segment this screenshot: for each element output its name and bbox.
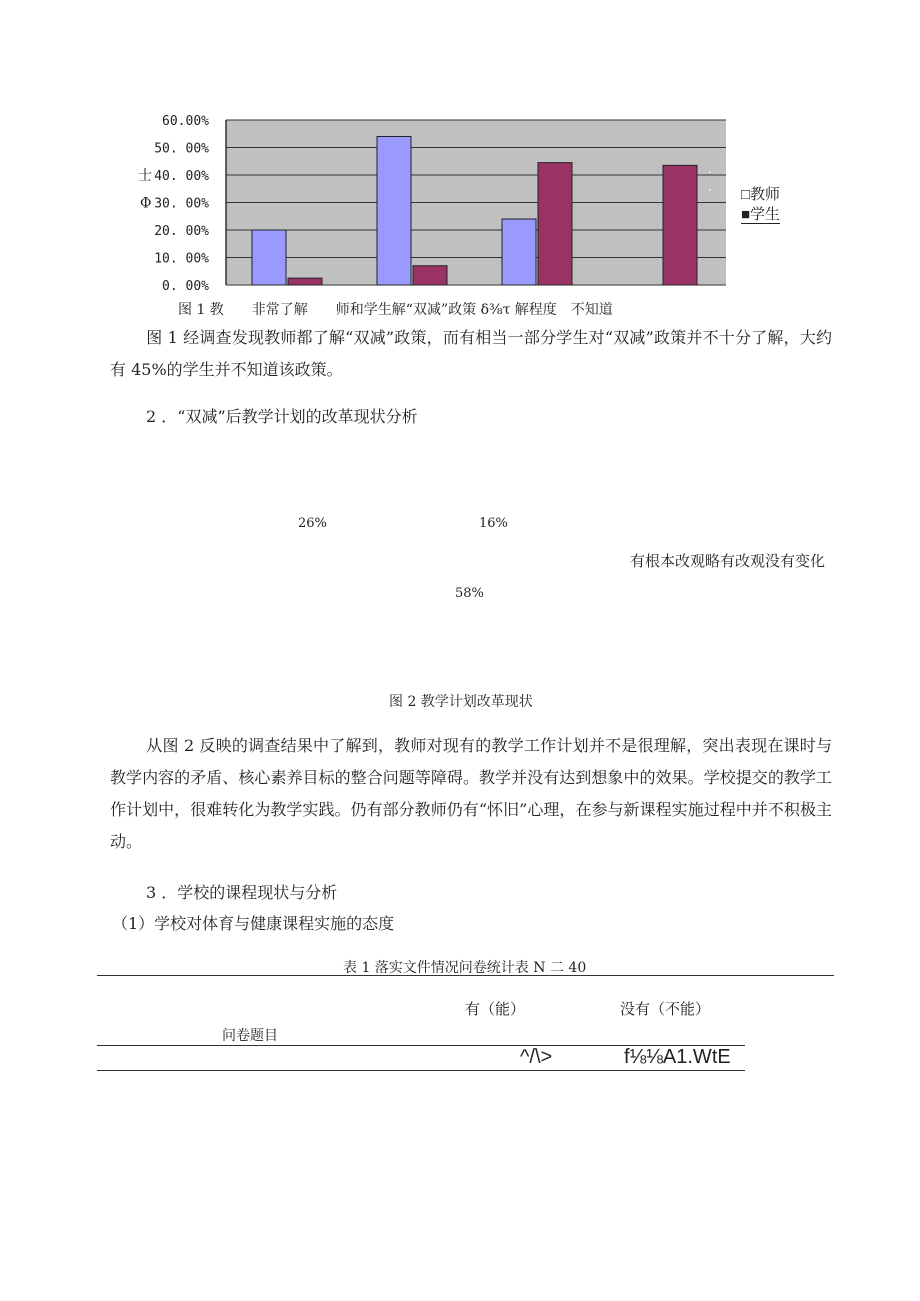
table-top-rule	[97, 975, 834, 976]
y-tick-label: 50. 00%	[154, 141, 209, 157]
section-heading-3: 3 ．学校的课程现状与分析	[146, 883, 338, 902]
y-tick-label: 30. 00%	[154, 196, 209, 212]
table-header-yes: 有（能）	[465, 1000, 526, 1018]
legend-teacher: □教师	[741, 186, 781, 203]
bar-学生-3	[663, 165, 697, 285]
bar-学生-0	[288, 278, 322, 285]
bar-教师-0	[252, 230, 286, 285]
table-subheader-no: f⅛⅛A1.WtE	[624, 1046, 731, 1068]
table-subheader-yes: ^/\>	[520, 1046, 553, 1068]
legend-mark: .	[708, 162, 712, 176]
legend-student: ■学生	[741, 206, 781, 223]
bar-学生-1	[413, 266, 447, 285]
figure-1-axis-caption: 图 1 教 非常了解 师和学生解“双减”政策 δ⅜τ 解程度 不知道	[178, 302, 613, 318]
pie-legend: 有根本改观略有改观没有变化	[630, 552, 826, 570]
subsection-heading-3-1: （1）学校对体育与健康课程实施的态度	[112, 914, 395, 933]
bar-教师-2	[502, 219, 536, 285]
figure-2-caption: 图 2 教学计划改革现状	[389, 694, 533, 710]
paragraph-1: 图 1 经调查发现教师都了解“双减”政策，而有相当一部分学生对“双减”政策并不十分了解，大约有 45%的学生并不知道该政策。	[110, 328, 832, 379]
pie-label-16: 16%	[479, 516, 508, 531]
paragraph-2: 从图 2 反映的调查结果中了解到，教师对现有的教学工作计划并不是很理解，突出表现在课时与教学内容的矛盾、核心素养目标的整合问题等障碍。教学并没有达到想象中的效果。学校提交的教学工作计划中，很难转化为教学实践。仍有部分教师仍有“怀旧”心理，在参与新课程实施过程中并不积极主动。	[110, 736, 832, 851]
table-bottom-rule	[97, 1070, 745, 1071]
pie-label-26: 26%	[298, 516, 327, 531]
y-tick-label: 10. 00%	[154, 251, 209, 267]
section-heading-2: 2 ．“双减”后教学计划的改革现状分析	[146, 407, 418, 426]
pie-label-58: 58%	[455, 586, 484, 601]
legend-mark: .	[708, 179, 712, 194]
y-tick-label: 20. 00%	[154, 224, 209, 239]
y-tick-label: 40. 00%	[154, 169, 209, 184]
y-side-char: Φ	[140, 195, 152, 212]
bar-学生-2	[538, 163, 572, 285]
y-tick-label: 0. 00%	[162, 279, 209, 294]
table-header-question: 问卷题目	[222, 1028, 278, 1044]
y-side-char: 士	[138, 168, 152, 184]
bar-教师-1	[377, 137, 411, 286]
table-header-no: 没有（不能）	[620, 1000, 711, 1018]
table-1-caption: 表 1 落实文件情况问卷统计表 N 二 40	[343, 960, 587, 976]
y-tick-label: 60.00%	[162, 114, 209, 129]
